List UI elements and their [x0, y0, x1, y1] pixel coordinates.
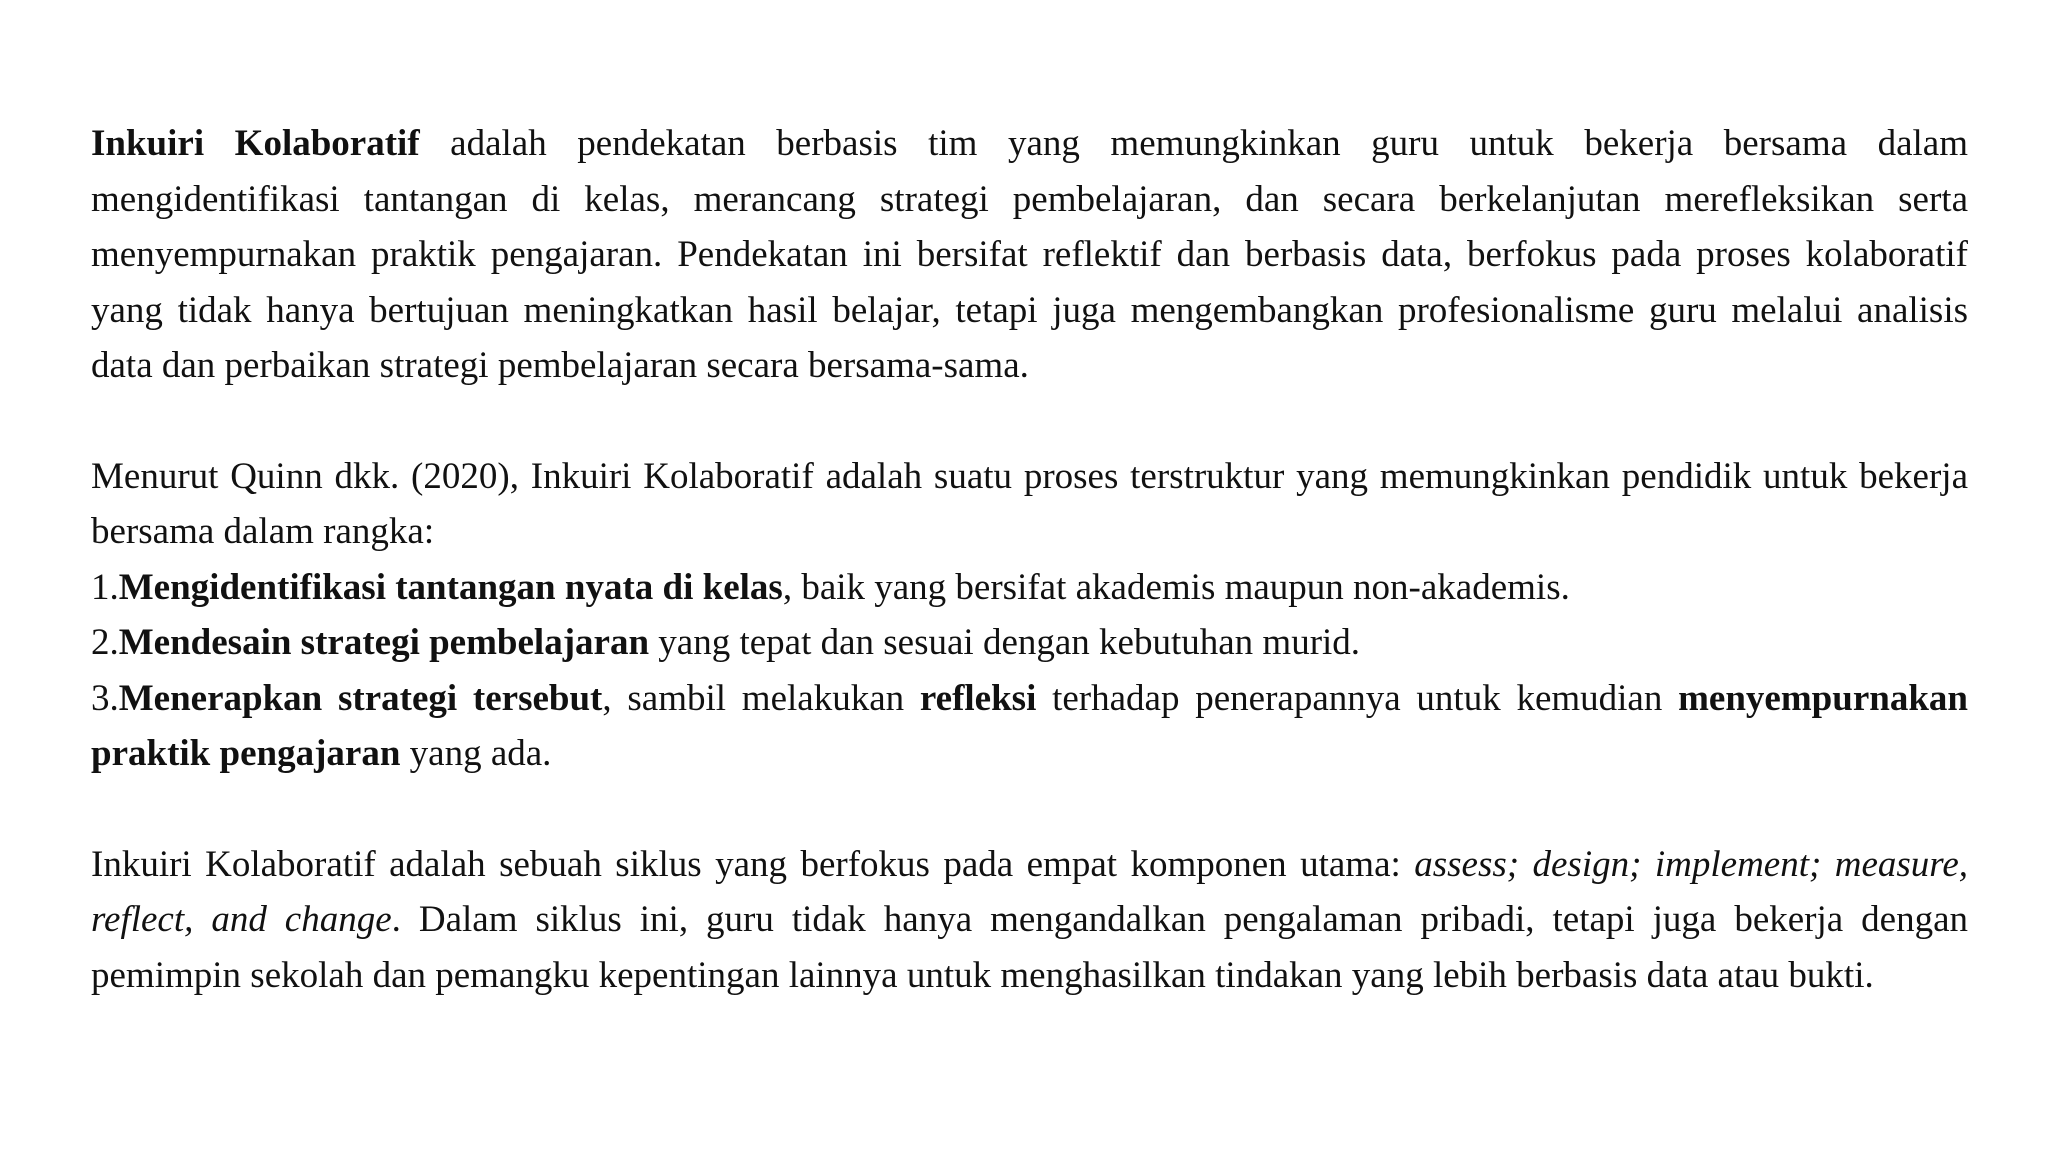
cycle-text: Inkuiri Kolaboratif adalah sebuah siklus yang berfokus pada empat komponen utama:: [91, 843, 1415, 885]
list-item-2: [91, 615, 1968, 671]
list-number: 3.: [91, 677, 119, 719]
list-item-text: , sambil melakukan: [602, 677, 920, 719]
list-item-text: yang tepat dan sesuai dengan kebutuhan murid.: [649, 622, 1361, 663]
list-item-bold: Mendesain strategi pembelajaran: [118, 622, 650, 663]
paragraph-definition: [91, 116, 1968, 394]
list-item-bold: Mengidentifikasi tantangan nyata di kelas: [118, 566, 783, 608]
paragraph-quinn-intro: Menurut Quinn dkk. (2020), Inkuiri Kolaboratif adalah suatu proses terstruktur yang memungkinkan pendidik untuk bekerja bersama dalam rangka:: [91, 455, 1968, 552]
list-item-text: yang ada.: [400, 733, 552, 774]
paragraph-spacer: [91, 782, 1968, 837]
list-item-text: terhadap penerapannya untuk kemudian: [1036, 677, 1679, 719]
document-body: [91, 116, 1968, 1003]
paragraph-spacer: [91, 394, 1968, 449]
list-number: 2.: [91, 622, 119, 663]
definition-text: adalah pendekatan berbasis tim yang memungkinkan guru untuk bekerja bersama dalam mengidentifikasi tantangan di kelas, merancang strategi pembelajaran, dan secara berkelanjutan merefleksikan serta menyempurnakan praktik pengajaran. Pendekatan ini bersifat reflektif dan berbasis data, berfokus pada proses kolaboratif yang tidak hanya bertujuan meningkatkan hasil belajar, tetapi juga mengembangkan profesionalisme guru melalui analisis data dan perbaikan strategi pembelajaran secara bersama-sama.: [91, 123, 1968, 386]
cycle-text: . Dalam siklus ini, guru tidak hanya mengandalkan pengalaman pribadi, tetapi juga bekerja dengan pemimpin sekolah dan pemangku kepentingan lainnya untuk menghasilkan tindakan yang lebih berbasis data atau bukti.: [91, 899, 1968, 996]
list-item-1: [91, 560, 1968, 616]
list-item-bold-menyempurnakan: menyempurnakan praktik pengajaran: [91, 677, 1968, 774]
list-item-text: , baik yang bersifat akademis maupun non-akademis.: [782, 566, 1570, 608]
paragraph-cycle: [91, 837, 1968, 1004]
list-number: 1.: [91, 566, 119, 608]
list-item-bold: Menerapkan strategi tersebut: [118, 677, 603, 719]
cycle-components: assess; design; implement; measure, reflect, and change: [91, 843, 1968, 940]
list-item-bold-refleksi: refleksi: [919, 677, 1037, 719]
term-inkuiri-kolaboratif: Inkuiri Kolaboratif: [91, 123, 420, 164]
list-item-3: [91, 671, 1968, 782]
